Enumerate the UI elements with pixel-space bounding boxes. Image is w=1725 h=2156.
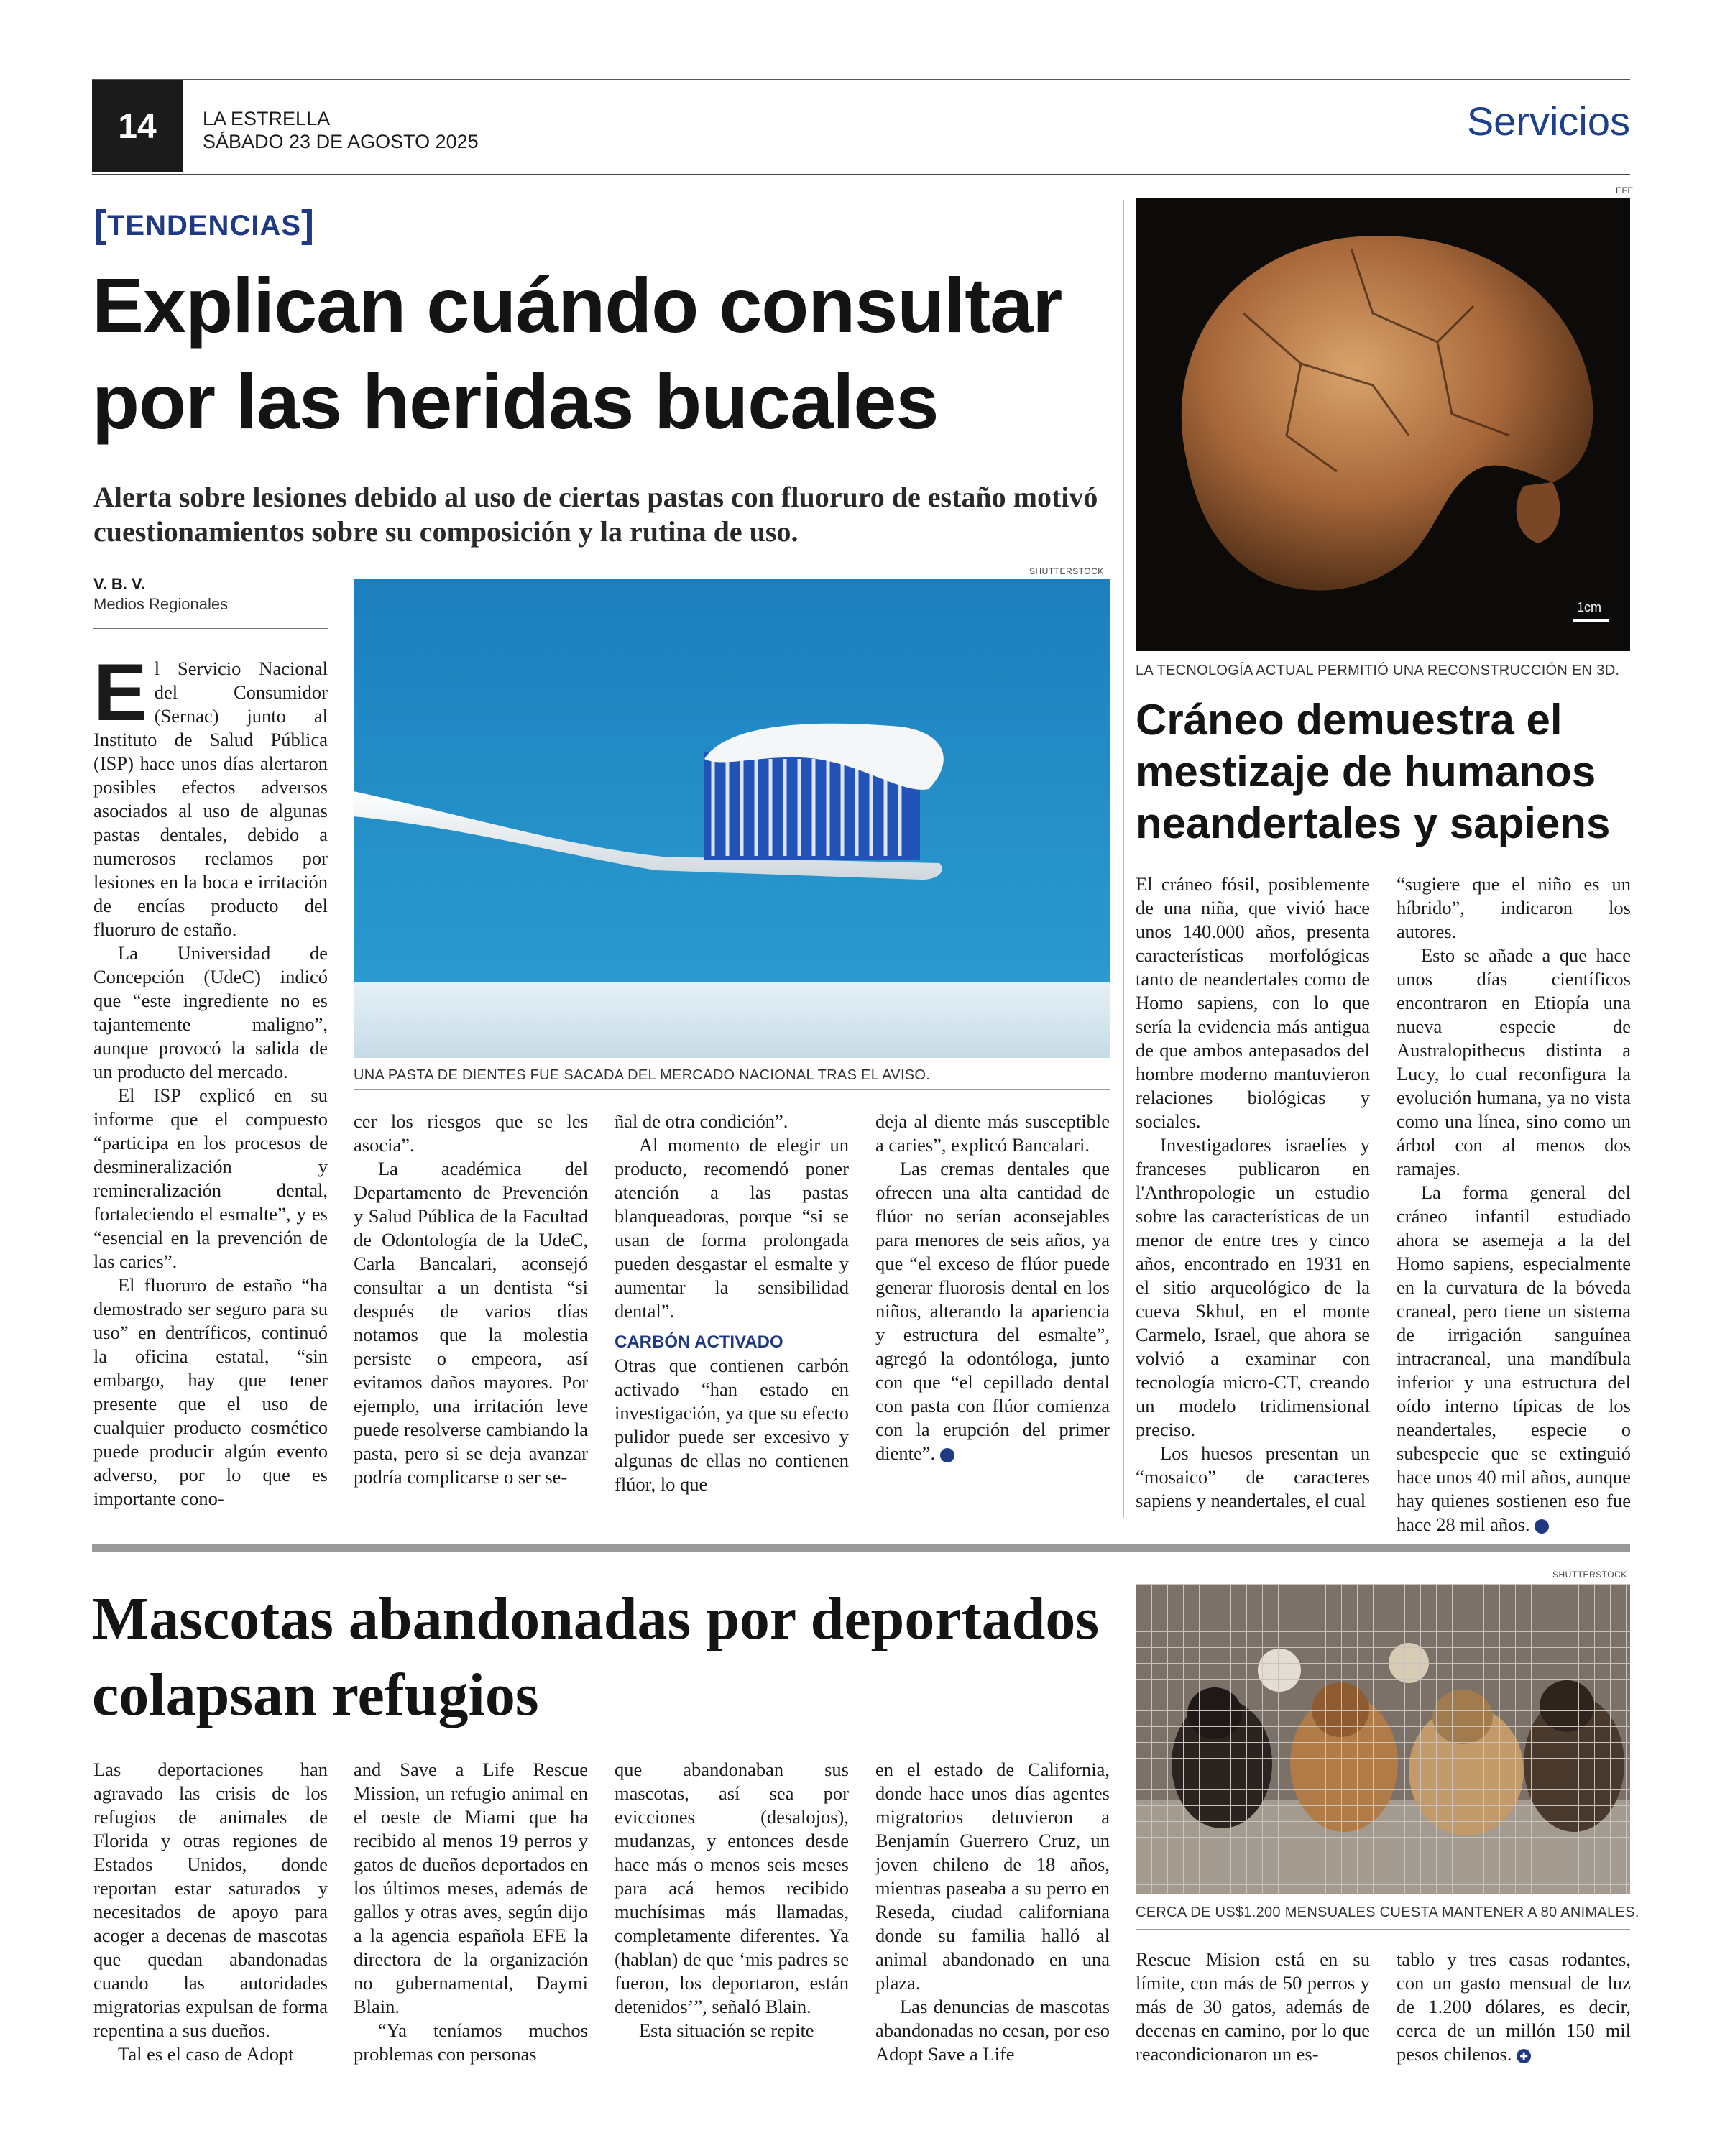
paragraph: La académica del Departamento de Prevención y Salud Pública de la Facultad de Odontología de la UdeC, Carla Bancalari, aconsejó consultar a un dentista “si después de varios días notamos que la molestia persiste o empeora, así evitamos daños mayores. Por ejemplo, una irritación leve puede resolverse cambiando la pasta, pero si se deja avanzar podría complicarse o ser se-	[354, 1158, 588, 1488]
article-column	[875, 1758, 1110, 2066]
scale-label: 1cm	[1577, 600, 1602, 614]
end-mark-icon: ✚	[1517, 2049, 1531, 2063]
article-column	[615, 1758, 849, 2042]
shelter-dogs-photo	[1136, 1584, 1630, 1894]
photo-caption: LA TECNOLOGÍA ACTUAL PERMITIÓ UNA RECONSTRUCCIÓN EN 3D.	[1136, 663, 1620, 678]
skull-illustration	[1136, 198, 1630, 651]
article-column	[93, 648, 328, 1511]
photo-credit: SHUTTERSTOCK	[1552, 1570, 1627, 1580]
top-rule	[92, 79, 1630, 80]
section-divider	[92, 1544, 1630, 1552]
caption-rule	[1136, 1929, 1630, 1930]
article-headline: Cráneo demuestra el mestizaje de humanos neandertales y sapiens	[1136, 696, 1611, 847]
toothbrush-photo	[354, 579, 1110, 1058]
paragraph: Las denuncias de mascotas abandonadas no cesan, por eso Adopt Save a Life	[875, 1996, 1110, 2065]
drop-cap: E	[93, 648, 147, 737]
end-mark-icon: ✚	[1535, 1519, 1549, 1534]
paragraph: El cráneo fósil, posiblemente de una niña, que vivió hace unos 140.000 años, presenta características morfológicas tanto de neandertales como de Homo sapiens, con lo que sería la evidencia más antigua de que ambos antepasados del hombre moderno mantuvieron relaciones biológicas y sociales.	[1136, 873, 1370, 1132]
kicker-text: TENDENCIAS	[106, 210, 302, 241]
byline-organization: Medios Regionales	[93, 595, 229, 613]
article-column	[1397, 1948, 1631, 2066]
paragraph: “Ya teníamos muchos problemas con personas	[354, 2019, 588, 2065]
paragraph: and Save a Life Rescue Mission, un refugio animal en el oeste de Miami que ha recibido al menos 19 perros y gatos de dueños deportados en los últimos meses, además de gallos y otras aves, según dijo a la agencia española EFE la directora de la organización no gubernamental, Daymi Blain.	[354, 1759, 588, 2017]
shelter-illustration	[1136, 1584, 1630, 1894]
paragraph: l Servicio Nacional del Consumidor (Sernac) junto al Instituto de Salud Pública (ISP) hace unos días alertaron posibles efectos adversos asociados al uso de algunas pastas dentales, debido a numerosos reclamos por lesiones en la boca e irritación de encías producto del fluoruro de estaño.	[93, 658, 328, 940]
article-column	[875, 1110, 1110, 1465]
photo-credit: EFE	[1616, 185, 1634, 195]
subheading: CARBÓN ACTIVADO	[615, 1332, 783, 1352]
toothbrush-illustration	[354, 579, 1110, 1058]
paragraph: en el estado de California, donde hace unos días agentes migratorios detuvieron a Benjamín Guerrero Cruz, un joven chileno de 18 años, mientras paseaba a su perro en Reseda, ciudad californiana donde su familia halló al animal abandonado en una plaza.	[875, 1759, 1110, 1994]
article-column	[93, 1758, 328, 2066]
paragraph: Otras que contienen carbón activado “han estado en investigación, ya que su efecto pulidor puede ser excesivo y algunas de ellas no contienen flúor, lo que	[615, 1355, 849, 1495]
paragraph: Investigadores israelíes y franceses publicaron en l'Anthropologie un estudio sobre las características de un menor de entre tres y cinco años, encontrado en 1931 en el sitio arqueológico de la cueva Skhul, en el monte Carmelo, Israel, que ahora se volvió a examinar con tecnología micro-CT, creando un modelo tridimensional preciso.	[1136, 1134, 1370, 1440]
byline-author: V. B. V.	[93, 575, 145, 593]
column-rule	[1123, 200, 1124, 1518]
section-title: Servicios	[1466, 98, 1630, 144]
paragraph	[1397, 1181, 1631, 1537]
paragraph	[875, 1157, 1110, 1465]
article-column	[354, 1110, 588, 1489]
newspaper-name: LA ESTRELLA	[203, 108, 331, 129]
skull-photo	[1136, 198, 1630, 651]
paragraph: La Universidad de Concepción (UdeC) indicó que “este ingrediente no es tajantemente maligno”, aunque provocó la salida de un producto del mercado.	[93, 942, 328, 1082]
paragraph: Rescue Mision está en su límite, con más de 50 perros y más de 30 gatos, además de decenas en camino, por lo que reacondicionaron un es-	[1136, 1948, 1370, 2065]
paragraph-text: Las cremas dentales que ofrecen una alta cantidad de flúor no serían aconsejables para menores de seis años, ya que “el exceso de flúor puede generar fluorosis dental en los niños, alterando la apariencia y estructura del esmalte”, agregó la odontóloga, junto con que “el cepillado dental con pasta con flúor comienza con la erupción del primer diente”.	[875, 1158, 1110, 1464]
article-column	[615, 1110, 849, 1496]
article-kicker: [TENDENCIAS]	[93, 203, 315, 246]
issue-date: SÁBADO 23 DE AGOSTO 2025	[203, 131, 479, 152]
article-column	[354, 1758, 588, 2066]
photo-credit: SHUTTERSTOCK	[1029, 566, 1104, 576]
paragraph	[1397, 1948, 1631, 2066]
page-number-text: 14	[118, 107, 157, 146]
article-column	[1397, 872, 1631, 1537]
article-deck: Alerta sobre lesiones debido al uso de ciertas pastas con fluoruro de estaño motivó cuestionamientos sobre su composición y la rutina de uso.	[93, 481, 1098, 548]
paragraph: “sugiere que el niño es un híbrido”, indicaron los autores.	[1397, 873, 1631, 942]
paragraph: Tal es el caso de Adopt	[118, 2043, 294, 2065]
paragraph: deja al diente más susceptible a caries”, explicó Bancalari.	[875, 1110, 1110, 1156]
end-mark-icon: ✚	[940, 1448, 954, 1462]
header-rule	[92, 174, 1630, 175]
paragraph: Los huesos presentan un “mosaico” de caracteres sapiens y neandertales, el cual	[1136, 1442, 1370, 1511]
article-column	[1136, 1948, 1370, 2066]
paragraph: El fluoruro de estaño “ha demostrado ser seguro para su uso” en dentríficos, continuó la oficina estatal, “sin embargo, hay que tener presente que el uso de cualquier producto cosmético puede producir algún evento adverso, por lo que es importante cono-	[93, 1274, 328, 1509]
page-number	[92, 80, 183, 172]
paragraph: Esto se añade a que hace unos días científicos encontraron en Etiopía una nueva especie de Australopithecus distinta a Lucy, lo cual reconfigura la evolución humana, ya no vista como una línea, sino como un árbol con al menos dos ramajes.	[1397, 944, 1631, 1179]
paragraph-text: La forma general del cráneo infantil estudiado ahora se asemeja a la del Homo sapiens, especialmente en la curvatura de la bóveda craneal, pero tiene un sistema de irrigación sanguínea intracraneal, una mandíbula inferior y una estructura del oído interno típicas de los neandertales, especie o subespecie que se extinguió hace unos 40 mil años, aunque hay quienes sostienen eso fue hace 28 mil años.	[1397, 1181, 1631, 1535]
paragraph: Esta situación se repite	[639, 2019, 814, 2041]
paragraph: que abandonaban sus mascotas, así sea por evicciones (desalojos), mudanzas, y entonces desde hace más o menos seis meses para acá hemos recibido muchísimas más llamadas, completamente diferentes. Ya (hablan) de que ‘mis padres se fueron, los deportaron, están detenidos’”, señaló Blain.	[615, 1759, 849, 2017]
photo-caption: UNA PASTA DE DIENTES FUE SACADA DEL MERCADO NACIONAL TRAS EL AVISO.	[354, 1067, 931, 1083]
paragraph: El ISP explicó en su informe que el compuesto “participa en los procesos de desmineralización y remineralización dental, fortaleciendo el esmalte”, y es “esencial en la prevención de las caries”.	[93, 1084, 328, 1272]
article-headline: Explican cuándo consultar por las heridas bucales	[92, 262, 1062, 445]
paragraph: ñal de otra condición”.	[615, 1110, 788, 1132]
caption-rule	[354, 1089, 1110, 1090]
article-headline: Mascotas abandonadas por deportados colapsan refugios	[92, 1585, 1100, 1728]
paragraph: Las deportaciones han agravado las crisis de los refugios de animales de Florida y otras regiones de Estados Unidos, donde reportan estar saturados y necesitados de apoyo para acoger a decenas de mascotas que quedan abandonadas cuando las autoridades migratorias expulsan de forma repentina a sus dueños.	[93, 1759, 328, 2041]
paragraph: Al momento de elegir un producto, recomendó poner atención a las pastas blanqueadoras, porque “si se usan de forma prolongada pueden desgastar el esmalte y aumentar la sensibilidad dental”.	[615, 1134, 849, 1322]
article-column	[1136, 872, 1370, 1513]
byline-rule	[93, 628, 328, 629]
paragraph: cer los riesgos que se les asocia”.	[354, 1110, 588, 1156]
paragraph-text: tablo y tres casas rodantes, con un gasto mensual de luz de 1.200 dólares, es decir, cerca de un millón 150 mil pesos chilenos.	[1397, 1948, 1631, 2065]
photo-caption: CERCA DE US$1.200 MENSUALES CUESTA MANTENER A 80 ANIMALES.	[1136, 1904, 1639, 1920]
